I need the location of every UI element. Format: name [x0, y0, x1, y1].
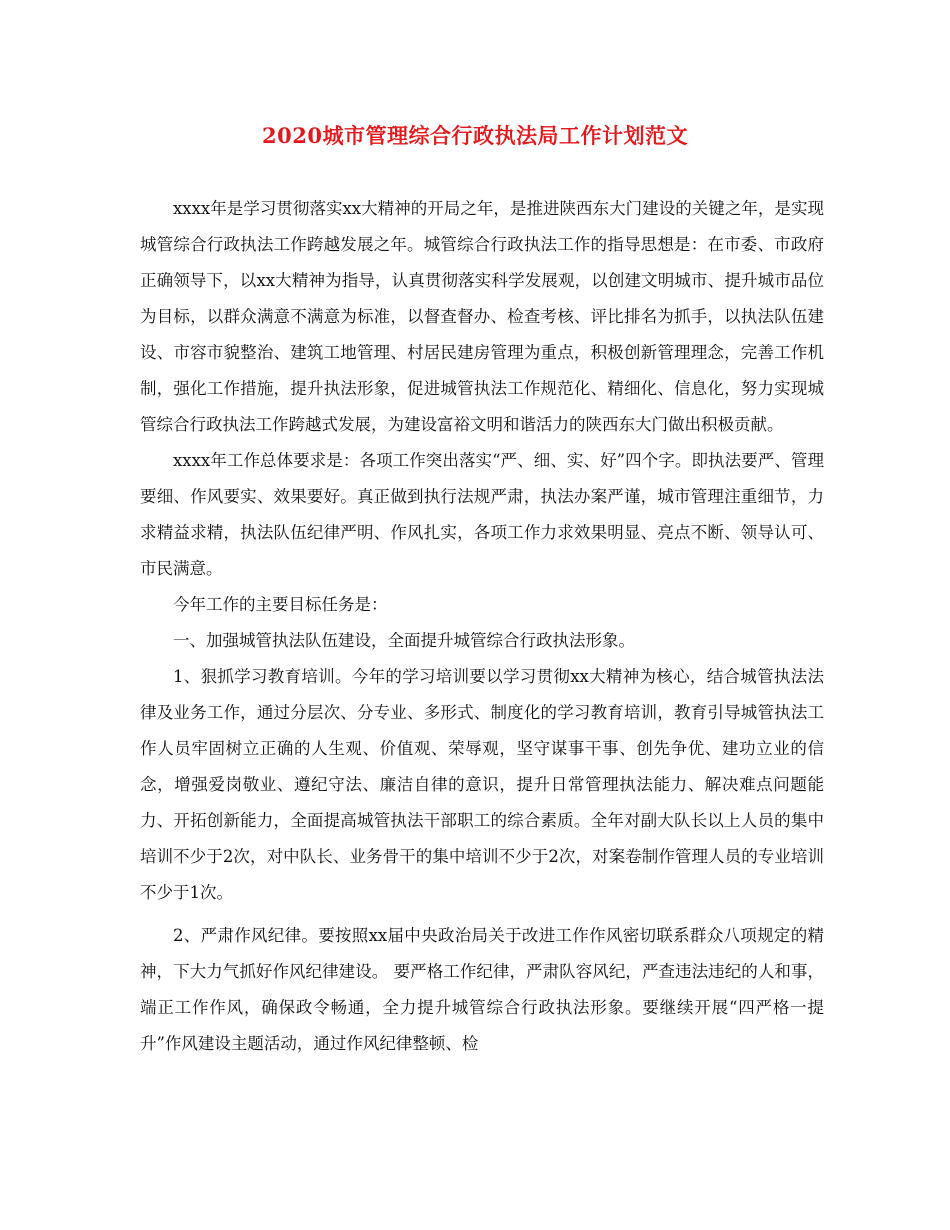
- paragraph: 1、狠抓学习教育培训。今年的学习培训要以学习贯彻xx大精神为核心，结合城管执法法律及业务工作，通过分层次、分专业、多形式、制度化的学习教育培训，教育引导城管执法工作人员牢固树立正确的人生观、价值观、荣辱观，坚守谋事干事、创先争优、建功立业的信念，增强爱岗敬业、遵纪守法、廉洁自律的意识，提升日常管理执法能力、解决难点问题能力、开拓创新能力，全面提高城管执法干部职工的综合素质。全年对副大队长以上人员的集中培训不少于2次，对中队长、业务骨干的集中培训不少于2次，对案卷制作管理人员的专业培训不少于1次。: [140, 667, 824, 902]
- paragraph: xxxx年工作总体要求是：各项工作突出落实“严、细、实、好”四个字。即执法要严、管理要细、作风要实、效果要好。真正做到执行法规严肃，执法办案严谨，城市管理注重细节，力求精益求精，执法队伍纪律严明、作风扎实，各项工作力求效果明显、亮点不断、领导认可、市民满意。: [140, 451, 824, 578]
- document-title: 2020城市管理综合行政执法局工作计划范文: [262, 123, 688, 148]
- paragraph: xxxx年是学习贯彻落实xx大精神的开局之年，是推进陕西东大门建设的关键之年，是实现城管综合行政执法工作跨越发展之年。城管综合行政执法工作的指导思想是：在市委、市政府正确领导下，以xx大精神为指导，认真贯彻落实科学发展观，以创建文明城市、提升城市品位为目标，以群众满意不满意为标准，以督查督办、检查考核、评比排名为抓手，以执法队伍建设、市容市貌整治、建筑工地管理、村居民建房管理为重点，积极创新管理理念，完善工作机制，强化工作措施，提升执法形象，促进城管执法工作规范化、精细化、信息化，努力实现城管综合行政执法工作跨越式发展，为建设富裕文明和谐活力的陕西东大门做出积极贡献。: [140, 199, 824, 434]
- paragraph: 2、严肃作风纪律。要按照xx届中央政治局关于改进工作作风密切联系群众八项规定的精神，下大力气抓好作风纪律建设。 要严格工作纪律，严肃队容风纪，严查违法违纪的人和事，端正工作作风，确保政令畅通，全力提升城管综合行政执法形象。要继续开展“四严格一提升”作风建设主题活动，通过作风纪律整顿、检: [140, 926, 824, 1053]
- document-body: [140, 191, 824, 1062]
- section-heading: 一、加强城管执法队伍建设，全面提升城管综合行政执法形象。: [173, 631, 635, 650]
- paragraph: 今年工作的主要目标任务是：: [173, 595, 388, 614]
